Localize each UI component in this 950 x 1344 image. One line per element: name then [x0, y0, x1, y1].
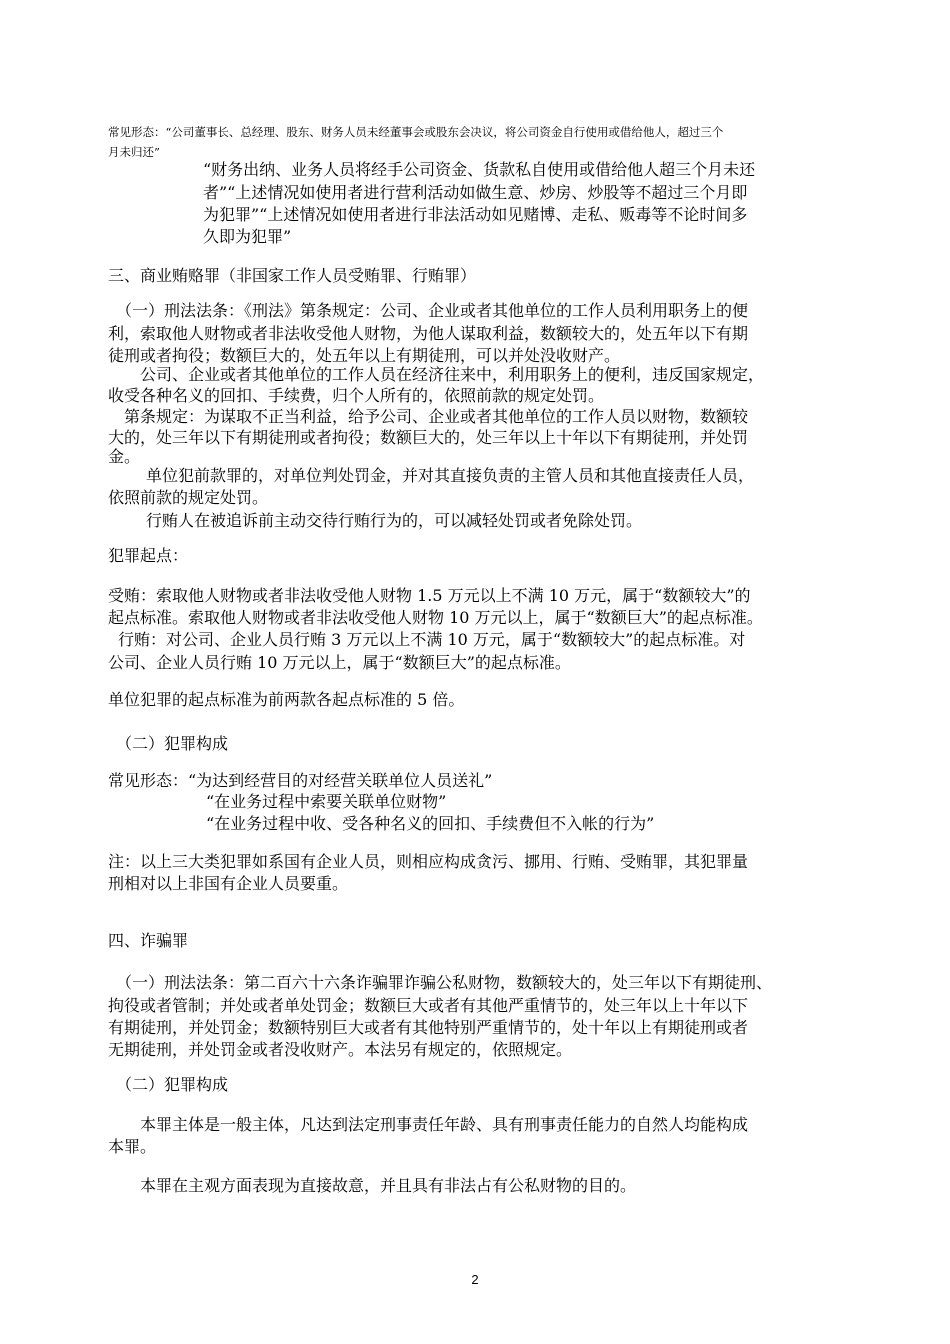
text-line: “在业务过程中收、受各种名义的回扣、手续费但不入帐的行为”	[206, 814, 655, 833]
text-line: 第条规定：为谋取不正当利益，给予公司、企业或者其他单位的工作人员以财物，数额较	[124, 407, 749, 426]
text-line: 公司、企业人员行贿 10 万元以上，属于“数额巨大”的起点标准。	[108, 653, 571, 672]
text-line: “在业务过程中索要关联单位财物”	[206, 792, 447, 811]
section-heading: 三、商业贿赂罪（非国家工作人员受贿罪、行贿罪）	[108, 266, 477, 285]
text-line: 大的，处三年以下有期徒刑或者拘役；数额巨大的，处三年以上十年以下有期徒刑，并处罚	[108, 428, 749, 447]
note-line: 注：以上三大类犯罪如系国有企业人员，则相应构成贪污、挪用、行贿、受贿罪，其犯罪量	[108, 852, 749, 871]
text-line: （一）刑法法条：第二百六十六条诈骗罪诈骗公私财物，数额较大的，处三年以下有期徒刑、	[116, 973, 773, 992]
text-line: 利，索取他人财物或者非法收受他人财物，为他人谋取利益，数额较大的，处五年以下有期	[108, 324, 749, 343]
text-line: 单位犯前款罪的，对单位判处罚金，并对其直接负责的主管人员和其他直接责任人员，	[146, 466, 755, 485]
text-line: 本罪主体是一般主体，凡达到法定刑事责任年龄、具有刑事责任能力的自然人均能构成	[140, 1115, 749, 1134]
text-line: 无期徒刑，并处罚金或者没收财产。本法另有规定的，依照规定。	[108, 1040, 573, 1059]
text-line: 徒刑或者拘役；数额巨大的，处五年以上有期徒刑，可以并处没收财产。	[108, 346, 621, 365]
note-line: 刑相对以上非国有企业人员要重。	[108, 874, 349, 893]
text-line: 常见形态：“为达到经营目的对经营关联单位人员送礼”	[108, 771, 493, 790]
text-line: 受贿：索取他人财物或者非法收受他人财物 1.5 万元以上不满 10 万元，属于“数额较大”的	[108, 586, 751, 605]
section-heading: 四、诈骗罪	[108, 931, 189, 950]
subheading: 犯罪起点：	[108, 546, 189, 565]
text-line: 本罪。	[108, 1137, 157, 1156]
text-line: 收受各种名义的回扣、手续费，归个人所有的，依照前款的规定处罚。	[108, 386, 605, 405]
text-line: 月未归还”	[108, 145, 160, 159]
text-line: 单位犯罪的起点标准为前两款各起点标准的 5 倍。	[108, 690, 465, 709]
text-line: 者”“上述情况如使用者进行营利活动如做生意、炒房、炒股等不超过三个月即	[203, 183, 748, 202]
subheading: （二）犯罪构成	[116, 734, 229, 753]
text-line: 行贿：对公司、企业人员行贿 3 万元以上不满 10 万元，属于“数额较大”的起点标准。对	[118, 630, 746, 649]
text-line: 拘役或者管制；并处或者单处罚金；数额巨大或者有其他严重情节的，处三年以上十年以下	[108, 996, 749, 1015]
text-line: 有期徒刑，并处罚金；数额特别巨大或者有其他特别严重情节的，处十年以上有期徒刑或者	[108, 1018, 749, 1037]
text-line: 起点标准。索取他人财物或者非法收受他人财物 10 万元以上，属于“数额巨大”的起点标准。	[108, 608, 763, 627]
text-line: 行贿人在被追诉前主动交待行贿行为的，可以减轻处罚或者免除处罚。	[146, 511, 643, 530]
text-line: 公司、企业或者其他单位的工作人员在经济往来中，利用职务上的便利，违反国家规定，	[140, 365, 765, 384]
text-line: 金。	[108, 447, 141, 466]
text-line: 常见形态：“公司董事长、总经理、股东、财务人员未经董事会或股东会决议，将公司资金自行使用或借给他人，超过三个	[108, 125, 724, 139]
text-line: 依照前款的规定处罚。	[108, 488, 269, 507]
text-line: “财务出纳、业务人员将经手公司资金、货款私自使用或借给他人超三个月未还	[203, 160, 756, 179]
text-line: 为犯罪”“上述情况如使用者进行非法活动如见赌博、走私、贩毒等不论时间多	[203, 205, 748, 224]
subheading: （二）犯罪构成	[116, 1075, 229, 1094]
text-line: 久即为犯罪”	[203, 227, 292, 246]
text-line: 本罪在主观方面表现为直接故意，并且具有非法占有公私财物的目的。	[140, 1176, 637, 1195]
page-number: 2	[471, 1272, 479, 1287]
text-line: （一）刑法法条：《刑法》第条规定：公司、企业或者其他单位的工作人员利用职务上的便	[116, 301, 749, 320]
